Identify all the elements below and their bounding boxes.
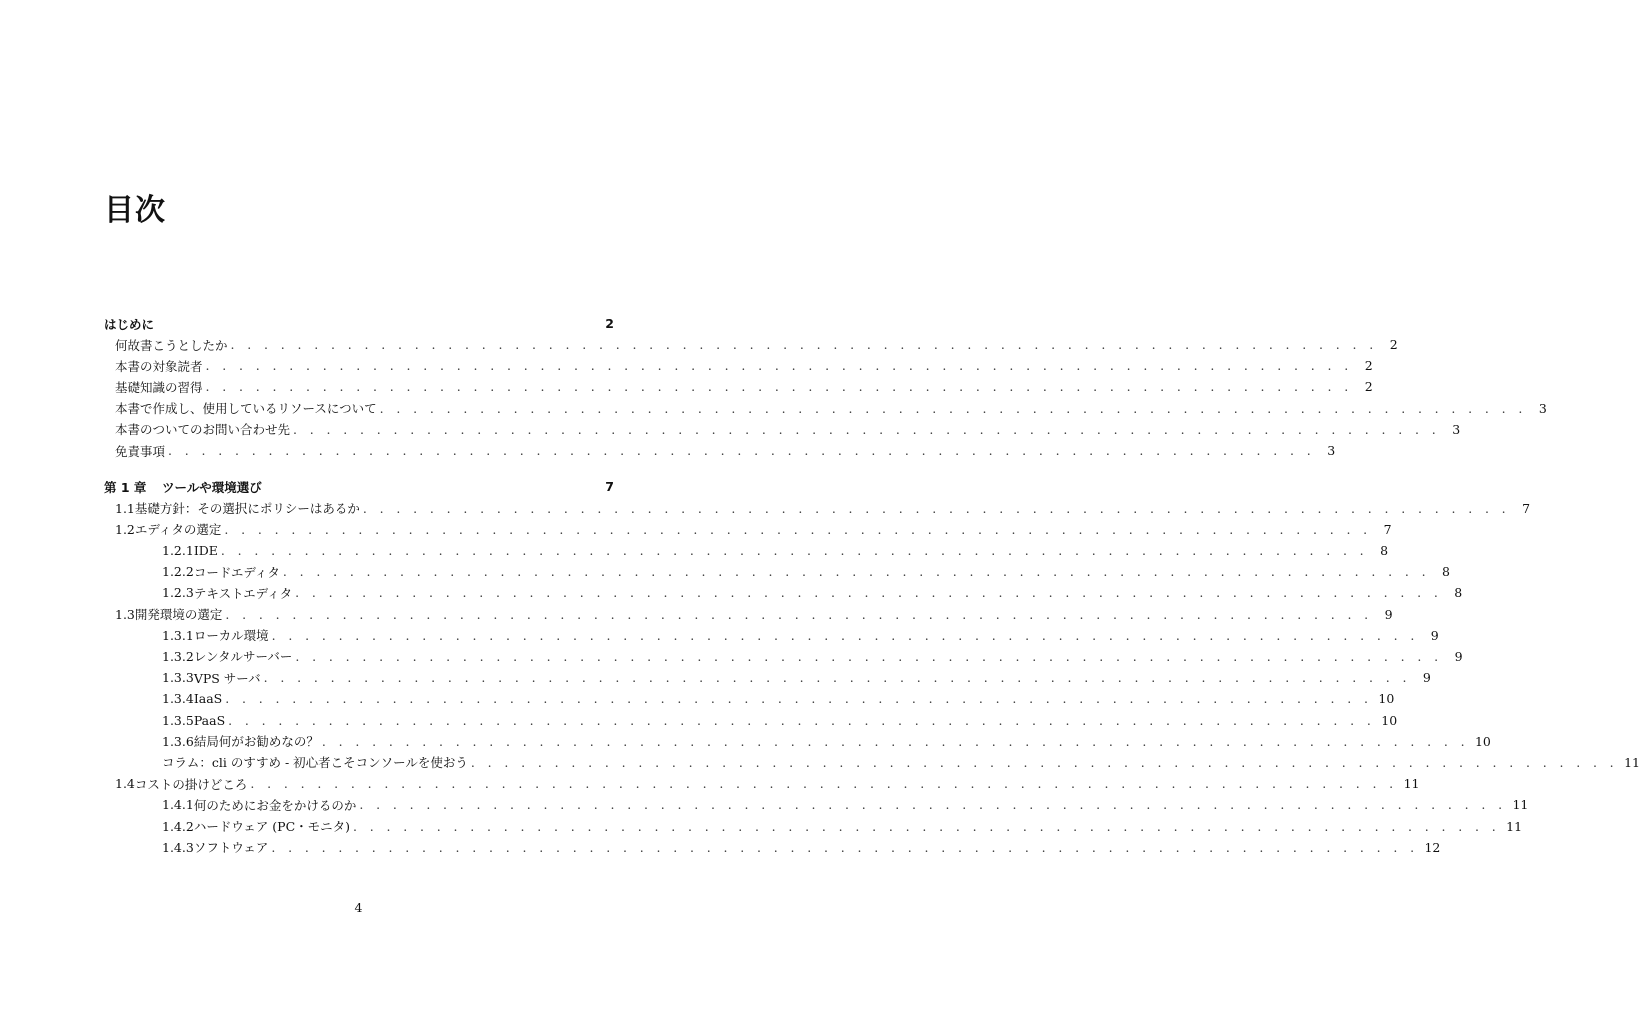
toc-dot-leader: . . . . . . . . . . . . . . . . . . . . . . . . . . . . . . . . . . . . . . . . . . . . . . . . . . . . . . . . . . . . . . . . . . . . .	[168, 443, 1316, 458]
toc-entry[interactable]	[104, 334, 1398, 355]
toc-entry-number: 1.3.1	[162, 627, 194, 643]
toc-entry[interactable]	[104, 440, 1336, 461]
toc-dot-leader: . . . . . . . . . . . . . . . . . . . . . . . . . . . . . . . . . . . . . . . . . . . . . . . . . . . . . . . . . . . . . . . . . . . . .	[293, 421, 1441, 437]
toc-page-number: 10	[1375, 713, 1395, 728]
toc-entry-number: 1.3.5	[162, 712, 194, 728]
toc-page-number: 8	[1368, 543, 1388, 558]
toc-entry-number: 1.2.1	[162, 542, 194, 558]
toc-dot-leader: . . . . . . . . . . . . . . . . . . . . . . . . . . . . . . . . . . . . . . . . . . . . . . . . . . . . . . . . . . . . . . . . . . . . .	[224, 521, 1372, 537]
toc-dot-leader: . . . . . . . . . . . . . . . . . . . . . . . . . . . . . . . . . . . . . . . . . . . . . . . . . . . . . . . . . . . . . . . . . . . . .	[359, 797, 1507, 813]
toc-entry-number: 1.1	[115, 500, 135, 516]
toc-dot-leader: . . . . . . . . . . . . . . . . . . . . . . . . . . . . . . . . . . . . . . . . . . . . . . . . . . . . . . . . . . . . . . . . . . . . .	[220, 542, 1369, 558]
toc-dot-leader: . . . . . . . . . . . . . . . . . . . . . . . . . . . . . . . . . . . . . . . . . . . . . . . . . . . . . . . . . . . . . . . . . . . . .	[353, 818, 1501, 834]
toc-page-number: 7	[1372, 522, 1392, 537]
toc-entry-label: 免責事項	[115, 442, 168, 460]
toc-entry-label: 何のためにお金をかけるのか	[194, 796, 360, 814]
toc-dot-leader: . . . . . . . . . . . . . . . . . . . . . . . . . . . . . . . . . . . . . . . . . . . . . . . . . . . . . . . . . . . . . . . . . . . . .	[379, 400, 1527, 416]
toc-chapter-number: 第 1 章	[104, 479, 147, 495]
toc-entry-label: コストの掛けどころ	[135, 775, 251, 793]
toc-section-heading[interactable]	[104, 313, 614, 334]
toc-dot-leader: . . . . . . . . . . . . . . . . . . . . . . . . . . . . . . . . . . . . . . . . . . . . . . . . . . . . . . . . . . . . . . . . . . . . .	[228, 712, 1376, 728]
toc-entry-label: レンタルサーバー	[194, 647, 296, 665]
toc-entry-label: PaaS	[194, 713, 228, 728]
toc-entry[interactable]	[104, 376, 1373, 397]
toc-page-number: 9	[1419, 628, 1439, 643]
toc-entry[interactable]	[104, 561, 1450, 582]
toc-entry[interactable]	[104, 604, 1393, 625]
page-title: 目次	[104, 193, 166, 228]
toc-page-number: 9	[1373, 607, 1393, 622]
toc-page-number: 9	[1443, 649, 1463, 664]
toc-page-number: 10	[1469, 734, 1489, 749]
toc-entry-label: 開発環境の選定	[135, 605, 226, 623]
page-number: 4	[354, 900, 363, 915]
toc-entry-label: 本書で作成し、使用しているリソースについて	[115, 399, 380, 417]
toc-entry[interactable]	[104, 355, 1373, 376]
toc-entry-number: 1.2.2	[162, 564, 194, 580]
toc-heading-label: ツールや環境選び	[162, 478, 265, 496]
toc-entry[interactable]	[104, 646, 1463, 667]
toc-entry-number: 1.4.3	[162, 839, 194, 855]
toc-entry-label: IaaS	[194, 691, 225, 706]
toc-page-number: 12	[1418, 840, 1438, 855]
toc-entry-label: 本書のついてのお問い合わせ先	[115, 420, 293, 438]
toc-entry[interactable]	[104, 794, 1529, 815]
toc-entry[interactable]	[104, 773, 1420, 794]
toc-entry-label: VPS サーバ	[194, 669, 264, 687]
toc-entry[interactable]	[104, 667, 1431, 688]
toc-page-number: 11	[1398, 776, 1418, 791]
toc-dot-leader: . . . . . . . . . . . . . . . . . . . . . . . . . . . . . . . . . . . . . . . . . . . . . . . . . . . . . . . . . . . . . . . . . . . . .	[362, 500, 1511, 516]
toc-entry-label: 結局何がお勧めなの？	[194, 732, 322, 750]
toc-page-number: 2	[594, 316, 614, 331]
toc-entry-label: 基礎方針：その選択にポリシーはあるか	[135, 499, 363, 517]
toc-dot-leader: . . . . . . . . . . . . . . . . . . . . . . . . . . . . . . . . . . . . . . . . . . . . . . . . . . . . . . . . . . . . . . . . . . . . .	[321, 733, 1469, 749]
toc-entry[interactable]	[104, 710, 1398, 731]
toc-dot-leader: . . . . . . . . . . . . . . . . . . . . . . . . . . . . . . . . . . . . . . . . . . . . . . . . . . . . . . . . . . . . . . . . . . . . .	[250, 776, 1398, 792]
toc-page-number: 8	[1430, 564, 1450, 579]
toc-dot-leader: . . . . . . . . . . . . . . . . . . . . . . . . . . . . . . . . . . . . . . . . . . . . . . . . . . . . . . . . . . . . . . . . . . . . .	[271, 627, 1419, 643]
toc-entry[interactable]	[104, 582, 1463, 603]
toc-entry[interactable]	[104, 752, 1640, 773]
toc-entry[interactable]	[104, 398, 1547, 419]
toc-dot-leader: . . . . . . . . . . . . . . . . . . . . . . . . . . . . . . . . . . . . . . . . . . . . . . . . . . . . . . . . . . . . . . . . . . . . .	[271, 839, 1419, 855]
toc-entry[interactable]	[104, 419, 1461, 440]
toc-dot-leader: . . . . . . . . . . . . . . . . . . . . . . . . . . . . . . . . . . . . . . . . . . . . . . . . . . . . . . . . . . . . . . . . . . . . .	[470, 754, 1619, 770]
toc-entry-number: 1.3.6	[162, 733, 194, 749]
toc-entry-number: 1.4.1	[162, 797, 194, 813]
toc-entry-number: 1.4	[115, 776, 135, 792]
toc-page-number: 3	[1527, 401, 1547, 416]
toc-page-number: 11	[1618, 755, 1638, 770]
toc-page-number: 7	[594, 479, 614, 494]
toc-page-number: 2	[1353, 379, 1373, 394]
toc-page-number: 7	[1510, 501, 1530, 516]
toc-page-number: 11	[1506, 797, 1526, 812]
toc-entry[interactable]	[104, 816, 1523, 837]
toc-entry[interactable]	[104, 540, 1389, 561]
toc-entry-label: コラム：cli のすすめ - 初心者こそコンソールを使おう	[162, 753, 471, 771]
toc-entry[interactable]	[104, 625, 1439, 646]
toc-page-number: 2	[1353, 358, 1373, 373]
toc-entry-label: 本書の対象読者	[115, 357, 206, 375]
toc-page-number: 10	[1372, 691, 1392, 706]
toc-dot-leader: . . . . . . . . . . . . . . . . . . . . . . . . . . . . . . . . . . . . . . . . . . . . . . . . . . . . . . . . . . . . . . . . . . . . .	[230, 337, 1378, 352]
toc-chapter-heading[interactable]	[104, 476, 614, 497]
toc-entry-label: テキストエディタ	[194, 584, 295, 602]
toc-entry[interactable]	[104, 688, 1395, 709]
toc-dot-leader: . . . . . . . . . . . . . . . . . . . . . . . . . . . . . . . . . . . . . . . . . . . . . . . . . . . . . . . . . . . . . . . . . . . . .	[205, 379, 1353, 395]
toc-entry-label: 何故書こうとしたか	[115, 336, 231, 354]
toc-page-number: 9	[1411, 670, 1431, 685]
toc-dot-leader: . . . . . . . . . . . . . . . . . . . . . . . . . . . . . . . . . . . . . . . . . . . . . . . . . . . . . . . . . . . . . . . . . . . . .	[295, 585, 1443, 601]
toc-entry[interactable]	[104, 837, 1441, 858]
toc-entry-number: 1.3.2	[162, 648, 194, 664]
toc-entry-label: IDE	[194, 543, 221, 558]
toc-dot-leader: . . . . . . . . . . . . . . . . . . . . . . . . . . . . . . . . . . . . . . . . . . . . . . . . . . . . . . . . . . . . . . . . . . . . .	[225, 606, 1373, 622]
toc-dot-leader: . . . . . . . . . . . . . . . . . . . . . . . . . . . . . . . . . . . . . . . . . . . . . . . . . . . . . . . . . . . . . . . . . . . . .	[295, 648, 1443, 664]
toc-entry-number: 1.3.3	[162, 670, 194, 686]
toc-heading-label: はじめに	[104, 315, 157, 333]
toc-entry-number: 1.3.4	[162, 691, 194, 707]
toc-dot-leader: . . . . . . . . . . . . . . . . . . . . . . . . . . . . . . . . . . . . . . . . . . . . . . . . . . . . . . . . . . . . . . . . . . . . .	[225, 691, 1373, 707]
toc-dot-leader: . . . . . . . . . . . . . . . . . . . . . . . . . . . . . . . . . . . . . . . . . . . . . . . . . . . . . . . . . . . . . . . . . . . . .	[205, 358, 1353, 374]
toc-entry[interactable]	[104, 731, 1491, 752]
toc-page-number: 3	[1315, 443, 1335, 458]
toc-dot-leader: . . . . . . . . . . . . . . . . . . . . . . . . . . . . . . . . . . . . . . . . . . . . . . . . . . . . . . . . . . . . . . . . . . . . .	[282, 564, 1430, 580]
toc-entry-label: 基礎知識の習得	[115, 378, 206, 396]
toc-entry-number: 1.2.3	[162, 585, 194, 601]
toc-entry-label: コードエディタ	[194, 563, 283, 581]
toc-entry-label: エディタの選定	[135, 520, 225, 538]
toc-entry-label: ハードウェア (PC・モニタ)	[194, 817, 353, 835]
toc-entry-label: ソフトウェア	[194, 838, 272, 856]
toc-entry-label: ローカル環境	[194, 626, 272, 644]
toc-entry[interactable]	[104, 498, 1531, 519]
toc-entry-number: 1.3	[115, 606, 135, 622]
toc-page-number: 8	[1442, 585, 1462, 600]
toc-page-number: 3	[1440, 422, 1460, 437]
toc-dot-leader: . . . . . . . . . . . . . . . . . . . . . . . . . . . . . . . . . . . . . . . . . . . . . . . . . . . . . . . . . . . . . . . . . . . . .	[263, 670, 1411, 686]
toc-entry-number: 1.4.2	[162, 818, 194, 834]
toc-page-number: 11	[1500, 819, 1520, 834]
toc-entry-number: 1.2	[115, 521, 135, 537]
toc-page-number: 2	[1378, 337, 1398, 352]
toc-entry[interactable]	[104, 519, 1392, 540]
